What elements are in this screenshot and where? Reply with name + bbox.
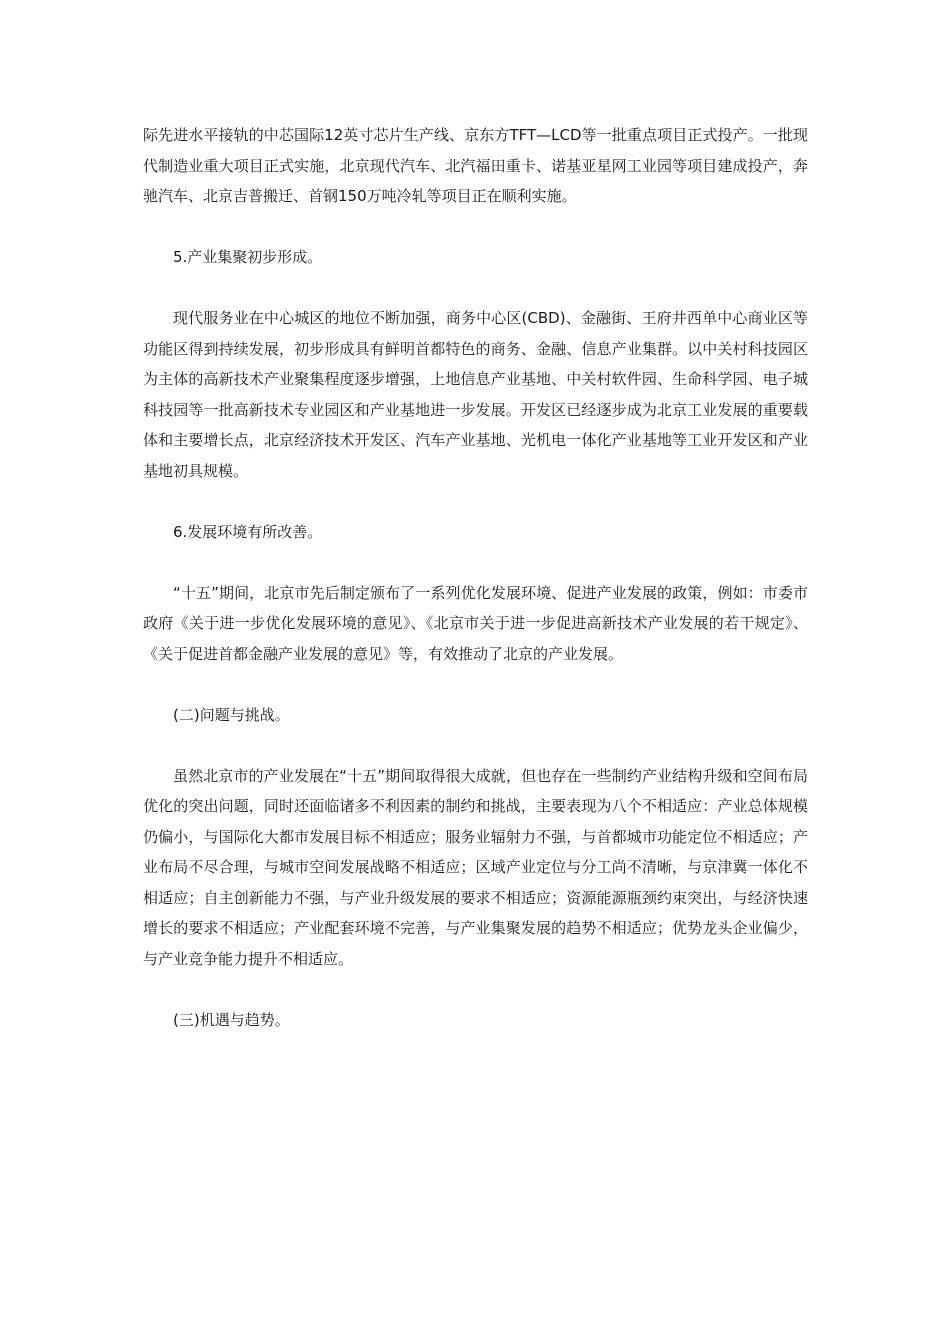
paragraph-industrial-cluster: 现代服务业在中心城区的地位不断加强，商务中心区(CBD)、金融街、王府井西单中心商业区等功能区得到持续发展，初步形成具有鲜明首都特色的商务、金融、信息产业集群。以中关村科技园区为主体的高新技术产业聚集程度逐步增强，上地信息产业基地、中关村软件园、生命科学园、电子城科技园等一批高新技术专业园区和产业基地进一步发展。开发区已经逐步成为北京工业发展的重要载体和主要增长点，北京经济技术开发区、汽车产业基地、光机电一体化产业基地等工业开发区和产业基地初具规模。 — [143, 309, 808, 480]
paragraph-problems: 虽然北京市的产业发展在“十五”期间取得很大成就，但也存在一些制约产业结构升级和空间布局优化的突出问题，同时还面临诸多不利因素的制约和挑战，主要表现为八个不相适应：产业总体规模仍偏小，与国际化大都市发展目标不相适应；服务业辐射力不强，与首都城市功能定位不相适应；产业布局不尽合理，与城市空间发展战略不相适应；区域产业定位与分工尚不清晰，与京津冀一体化不相适应；自主创新能力不强，与产业升级发展的要求不相适应；资源能源瓶颈约束突出，与经济快速增长的要求不相适应；产业配套环境不完善，与产业集聚发展的趋势不相适应；优势龙头企业偏少，与产业竞争能力提升不相适应。 — [143, 766, 808, 968]
paragraph-environment: “十五”期间，北京市先后制定颁布了一系列优化发展环境、促进产业发展的政策，例如：市委市政府《关于进一步优化发展环境的意见》、《北京市关于进一步促进高新技术产业发展的若干规定》、《关于促进首都金融产业发展的意见》等，有效推动了北京的产业发展。 — [143, 583, 808, 663]
section-heading-industrial-cluster: 5.产业集聚初步形成。 — [173, 248, 323, 266]
paragraph-continuation: 际先进水平接轨的中芯国际12英寸芯片生产线、京东方TFT—LCD等一批重点项目正式投产。一批现代制造业重大项目正式实施，北京现代汽车、北汽福田重卡、诺基亚星网工业园等项目建成投产，奔驰汽车、北京吉普搬迁、首钢150万吨冷轧等项目正在顺利实施。 — [143, 126, 808, 205]
document-body — [143, 120, 808, 1066]
section-heading-problems: (二)问题与挑战。 — [173, 705, 290, 724]
section-heading-opportunities: (三)机遇与趋势。 — [173, 1010, 290, 1029]
section-heading-environment: 6.发展环境有所改善。 — [173, 522, 323, 541]
